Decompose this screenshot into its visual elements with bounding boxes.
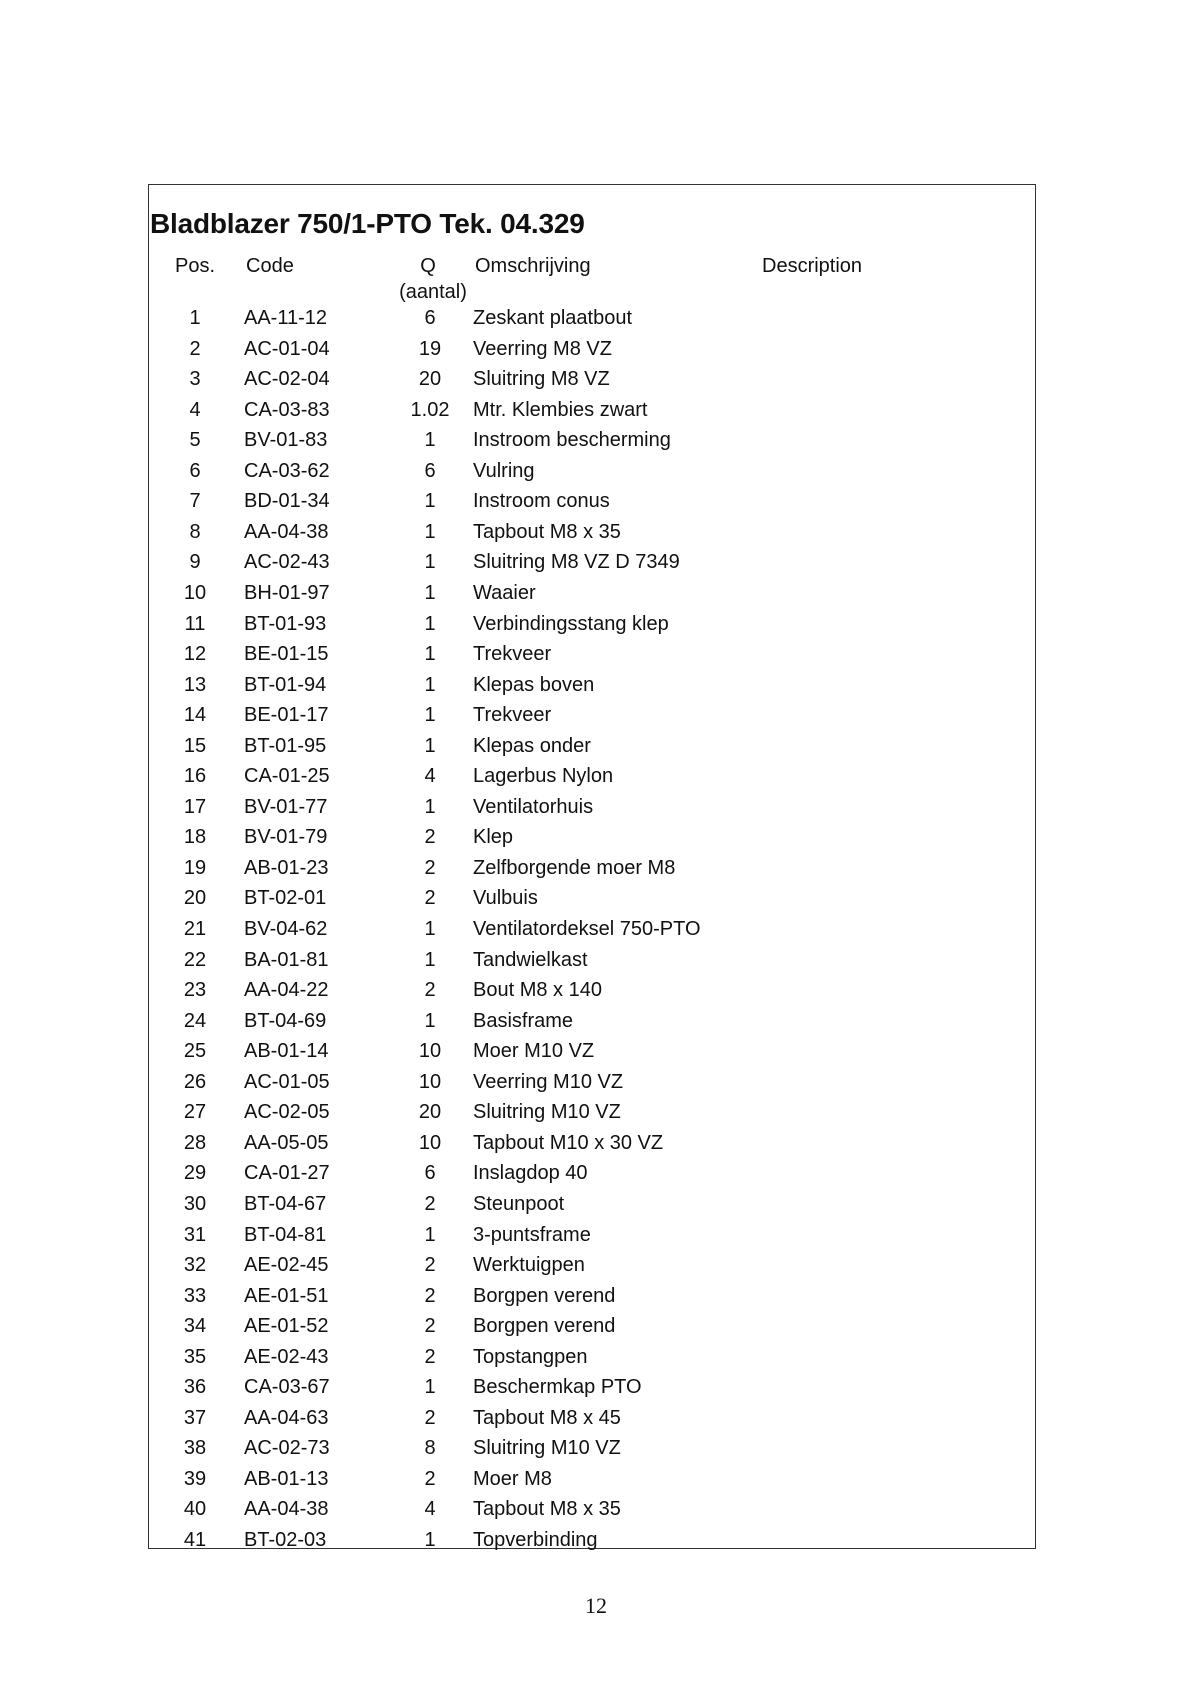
- row-pos: 11: [184, 612, 206, 635]
- row-quantity: 6: [424, 1162, 436, 1185]
- table-row: [0, 1407, 1192, 1437]
- row-pos: 20: [183, 887, 207, 910]
- row-pos: 2: [189, 337, 201, 360]
- row-omschrijving: Waaier: [473, 581, 536, 604]
- row-quantity: 2: [424, 1284, 436, 1307]
- header-description: Description: [762, 255, 863, 277]
- row-quantity: 1: [424, 551, 436, 574]
- row-code: CA-03-62: [244, 459, 330, 482]
- table-row: [0, 1376, 1192, 1406]
- row-omschrijving: Klepas boven: [473, 673, 595, 696]
- row-code: AE-01-52: [244, 1315, 329, 1338]
- row-omschrijving: Tandwielkast: [473, 948, 588, 971]
- row-quantity: 8: [424, 1437, 436, 1460]
- row-omschrijving: Vulring: [473, 459, 535, 482]
- table-row: [0, 1437, 1192, 1467]
- row-code: CA-01-27: [244, 1162, 330, 1185]
- row-omschrijving: Ventilatorhuis: [473, 795, 594, 818]
- row-code: BD-01-34: [244, 490, 330, 513]
- row-quantity: 2: [424, 1315, 436, 1338]
- row-quantity: 1.02: [410, 398, 450, 421]
- row-quantity: 10: [418, 1070, 442, 1093]
- row-code: AA-04-38: [244, 520, 329, 543]
- row-quantity: 2: [424, 1467, 436, 1490]
- row-omschrijving: Instroom conus: [473, 490, 610, 513]
- row-omschrijving: Lagerbus Nylon: [473, 765, 614, 788]
- row-quantity: 10: [418, 1131, 442, 1154]
- header-omschrijving: Omschrijving: [475, 255, 591, 277]
- row-pos: 41: [183, 1529, 207, 1551]
- row-code: BT-02-03: [244, 1529, 327, 1551]
- table-row: [0, 674, 1192, 704]
- row-pos: 4: [189, 398, 201, 421]
- row-pos: 25: [183, 1040, 207, 1063]
- row-quantity: 1: [424, 643, 436, 666]
- row-code: AC-02-73: [244, 1437, 330, 1460]
- table-row: [0, 338, 1192, 368]
- row-pos: 1: [189, 307, 201, 329]
- row-quantity: 6: [424, 307, 436, 329]
- row-omschrijving: Borgpen verend: [473, 1315, 616, 1338]
- row-code: AE-02-43: [244, 1345, 329, 1368]
- row-code: BV-04-62: [244, 918, 328, 940]
- row-quantity: 20: [418, 1101, 442, 1124]
- table-row: [0, 949, 1192, 979]
- row-pos: 24: [183, 1009, 207, 1032]
- table-row: [0, 704, 1192, 734]
- table-row: [0, 796, 1192, 826]
- row-code: BT-04-69: [244, 1009, 327, 1032]
- row-code: AA-11-12: [244, 307, 328, 329]
- row-quantity: 1: [424, 704, 436, 727]
- row-code: AE-02-45: [244, 1254, 329, 1277]
- table-row: [0, 857, 1192, 887]
- table-row: [0, 582, 1192, 612]
- row-omschrijving: Moer M10 VZ: [473, 1040, 595, 1063]
- row-pos: 30: [183, 1192, 207, 1215]
- row-code: BE-01-15: [244, 643, 329, 666]
- row-pos: 23: [183, 979, 207, 1002]
- table-row: [0, 307, 1192, 337]
- header-quantity: Q: [420, 255, 436, 277]
- row-omschrijving: Vulbuis: [473, 887, 538, 910]
- row-pos: 37: [183, 1406, 207, 1429]
- row-quantity: 1: [424, 948, 436, 971]
- row-omschrijving: Bout M8 x 140: [473, 979, 602, 1002]
- table-row: [0, 429, 1192, 459]
- row-omschrijving: Tapbout M8 x 35: [473, 1498, 621, 1521]
- row-pos: 33: [183, 1284, 207, 1307]
- row-omschrijving: Instroom bescherming: [473, 429, 671, 452]
- row-omschrijving: Tapbout M8 x 45: [473, 1406, 621, 1429]
- row-pos: 5: [189, 429, 201, 452]
- row-pos: 19: [183, 856, 207, 879]
- table-row: [0, 1529, 1192, 1559]
- table-row: [0, 1224, 1192, 1254]
- row-pos: 21: [183, 918, 207, 940]
- row-quantity: 1: [424, 581, 436, 604]
- row-code: AC-02-04: [244, 368, 330, 391]
- row-omschrijving: Veerring M10 VZ: [473, 1070, 624, 1093]
- row-quantity: 2: [424, 1192, 436, 1215]
- row-omschrijving: Topstangpen: [473, 1345, 588, 1368]
- row-omschrijving: Borgpen verend: [473, 1284, 616, 1307]
- row-code: CA-01-25: [244, 765, 330, 788]
- row-code: AA-05-05: [244, 1131, 329, 1154]
- table-row: [0, 1193, 1192, 1223]
- row-quantity: 1: [424, 490, 436, 513]
- table-row: [0, 613, 1192, 643]
- row-pos: 14: [183, 704, 207, 727]
- row-code: AC-01-04: [244, 337, 330, 360]
- row-pos: 28: [183, 1131, 207, 1154]
- row-code: AB-01-23: [244, 856, 329, 879]
- row-quantity: 19: [418, 337, 442, 360]
- table-row: [0, 1468, 1192, 1498]
- page-number: 12: [585, 1593, 607, 1618]
- row-quantity: 2: [424, 1406, 436, 1429]
- table-row: [0, 1315, 1192, 1345]
- row-pos: 13: [183, 673, 207, 696]
- row-quantity: 2: [424, 826, 436, 849]
- table-row: [0, 826, 1192, 856]
- row-omschrijving: Tapbout M8 x 35: [473, 520, 621, 543]
- row-code: BT-04-81: [244, 1223, 327, 1246]
- table-row: [0, 368, 1192, 398]
- row-quantity: 2: [424, 979, 436, 1002]
- row-code: BA-01-81: [244, 948, 329, 971]
- table-row: [0, 979, 1192, 1009]
- row-quantity: 2: [424, 887, 436, 910]
- table-row: [0, 918, 1192, 948]
- row-quantity: 1: [424, 520, 436, 543]
- row-pos: 29: [183, 1162, 207, 1185]
- row-pos: 39: [183, 1467, 207, 1490]
- row-quantity: 2: [424, 1254, 436, 1277]
- row-code: BV-01-79: [244, 826, 328, 849]
- row-omschrijving: Moer M8: [473, 1467, 552, 1490]
- row-omschrijving: Inslagdop 40: [473, 1162, 588, 1185]
- row-quantity: 1: [424, 734, 436, 757]
- row-pos: 18: [183, 826, 207, 849]
- row-quantity: 1: [424, 795, 436, 818]
- row-omschrijving: Sluitring M10 VZ: [473, 1101, 621, 1124]
- row-quantity: 1: [424, 673, 436, 696]
- row-quantity: 2: [424, 1345, 436, 1368]
- row-code: BV-01-83: [244, 429, 328, 452]
- table-row: [0, 460, 1192, 490]
- row-omschrijving: Topverbinding: [473, 1529, 598, 1551]
- row-quantity: 4: [424, 765, 436, 788]
- table-row: [0, 1010, 1192, 1040]
- row-omschrijving: Klep: [473, 826, 514, 849]
- table-row: [0, 1101, 1192, 1131]
- row-code: AC-02-05: [244, 1101, 330, 1124]
- row-omschrijving: Trekveer: [473, 704, 552, 727]
- row-quantity: 4: [424, 1498, 436, 1521]
- row-pos: 35: [183, 1345, 207, 1368]
- row-code: BT-04-67: [244, 1192, 327, 1215]
- row-code: BH-01-97: [244, 581, 330, 604]
- row-omschrijving: 3-puntsframe: [473, 1223, 591, 1246]
- row-code: AB-01-13: [244, 1467, 329, 1490]
- row-omschrijving: Mtr. Klembies zwart: [473, 398, 648, 421]
- table-row: [0, 1071, 1192, 1101]
- row-quantity: 1: [424, 429, 436, 452]
- row-quantity: 2: [424, 856, 436, 879]
- row-pos: 15: [183, 734, 207, 757]
- table-row: [0, 1285, 1192, 1315]
- row-code: BE-01-17: [244, 704, 329, 727]
- row-pos: 34: [183, 1315, 207, 1338]
- row-pos: 38: [183, 1437, 207, 1460]
- table-row: [0, 1254, 1192, 1284]
- row-pos: 6: [189, 459, 201, 482]
- row-quantity: 1: [424, 918, 436, 940]
- row-code: AC-01-05: [244, 1070, 330, 1093]
- table-row: [0, 1162, 1192, 1192]
- row-pos: 26: [183, 1070, 207, 1093]
- row-pos: 7: [189, 490, 201, 513]
- table-row: [0, 490, 1192, 520]
- table-row: [0, 399, 1192, 429]
- row-quantity: 20: [418, 368, 442, 391]
- row-omschrijving: Verbindingsstang klep: [473, 612, 669, 635]
- table-row: [0, 1132, 1192, 1162]
- header-pos: Pos.: [175, 255, 216, 277]
- row-omschrijving: Veerring M8 VZ: [473, 337, 612, 360]
- row-omschrijving: Sluitring M8 VZ: [473, 368, 610, 391]
- table-row: [0, 887, 1192, 917]
- row-pos: 10: [183, 581, 207, 604]
- row-pos: 9: [189, 551, 201, 574]
- row-omschrijving: Zelfborgende moer M8: [473, 856, 676, 879]
- table-row: [0, 521, 1192, 551]
- row-code: AA-04-22: [244, 979, 329, 1002]
- header-quantity-sub: (aantal): [399, 281, 467, 303]
- row-omschrijving: Ventilatordeksel 750-PTO: [473, 918, 701, 940]
- table-row: [0, 643, 1192, 673]
- row-code: AA-04-63: [244, 1406, 329, 1429]
- row-omschrijving: Steunpoot: [473, 1192, 565, 1215]
- row-pos: 40: [183, 1498, 207, 1521]
- row-code: BT-01-94: [244, 673, 327, 696]
- row-code: AA-04-38: [244, 1498, 329, 1521]
- table-row: [0, 1498, 1192, 1528]
- row-omschrijving: Sluitring M10 VZ: [473, 1437, 621, 1460]
- row-quantity: 1: [424, 612, 436, 635]
- row-code: BV-01-77: [244, 795, 328, 818]
- row-code: AC-02-43: [244, 551, 330, 574]
- table-row: [0, 551, 1192, 581]
- row-quantity: 10: [418, 1040, 442, 1063]
- row-omschrijving: Zeskant plaatbout: [473, 307, 632, 329]
- row-code: BT-02-01: [244, 887, 327, 910]
- row-omschrijving: Klepas onder: [473, 734, 591, 757]
- row-pos: 12: [183, 643, 207, 666]
- table-row: [0, 765, 1192, 795]
- row-code: AB-01-14: [244, 1040, 329, 1063]
- row-pos: 22: [183, 948, 207, 971]
- row-code: AE-01-51: [244, 1284, 329, 1307]
- row-quantity: 1: [424, 1376, 436, 1399]
- row-quantity: 6: [424, 459, 436, 482]
- row-pos: 17: [183, 795, 207, 818]
- row-omschrijving: Sluitring M8 VZ D 7349: [473, 551, 680, 574]
- row-omschrijving: Trekveer: [473, 643, 552, 666]
- row-code: BT-01-95: [244, 734, 327, 757]
- table-row: [0, 1040, 1192, 1070]
- row-quantity: 1: [424, 1529, 436, 1551]
- table-row: [0, 1346, 1192, 1376]
- row-omschrijving: Tapbout M10 x 30 VZ: [473, 1131, 664, 1154]
- row-code: BT-01-93: [244, 612, 327, 635]
- table-row: [0, 735, 1192, 765]
- row-pos: 3: [189, 368, 201, 391]
- row-pos: 16: [183, 765, 207, 788]
- row-pos: 31: [183, 1223, 207, 1246]
- header-code: Code: [246, 255, 294, 277]
- row-omschrijving: Werktuigpen: [473, 1254, 585, 1277]
- row-quantity: 1: [424, 1223, 436, 1246]
- row-omschrijving: Basisframe: [473, 1009, 574, 1032]
- row-pos: 32: [183, 1254, 207, 1277]
- row-pos: 36: [183, 1376, 207, 1399]
- row-pos: 27: [183, 1101, 207, 1124]
- document-title: Bladblazer 750/1-PTO Tek. 04.329: [150, 208, 585, 239]
- row-quantity: 1: [424, 1009, 436, 1032]
- row-pos: 8: [189, 520, 201, 543]
- row-code: CA-03-67: [244, 1376, 330, 1399]
- row-omschrijving: Beschermkap PTO: [473, 1376, 642, 1399]
- row-code: CA-03-83: [244, 398, 330, 421]
